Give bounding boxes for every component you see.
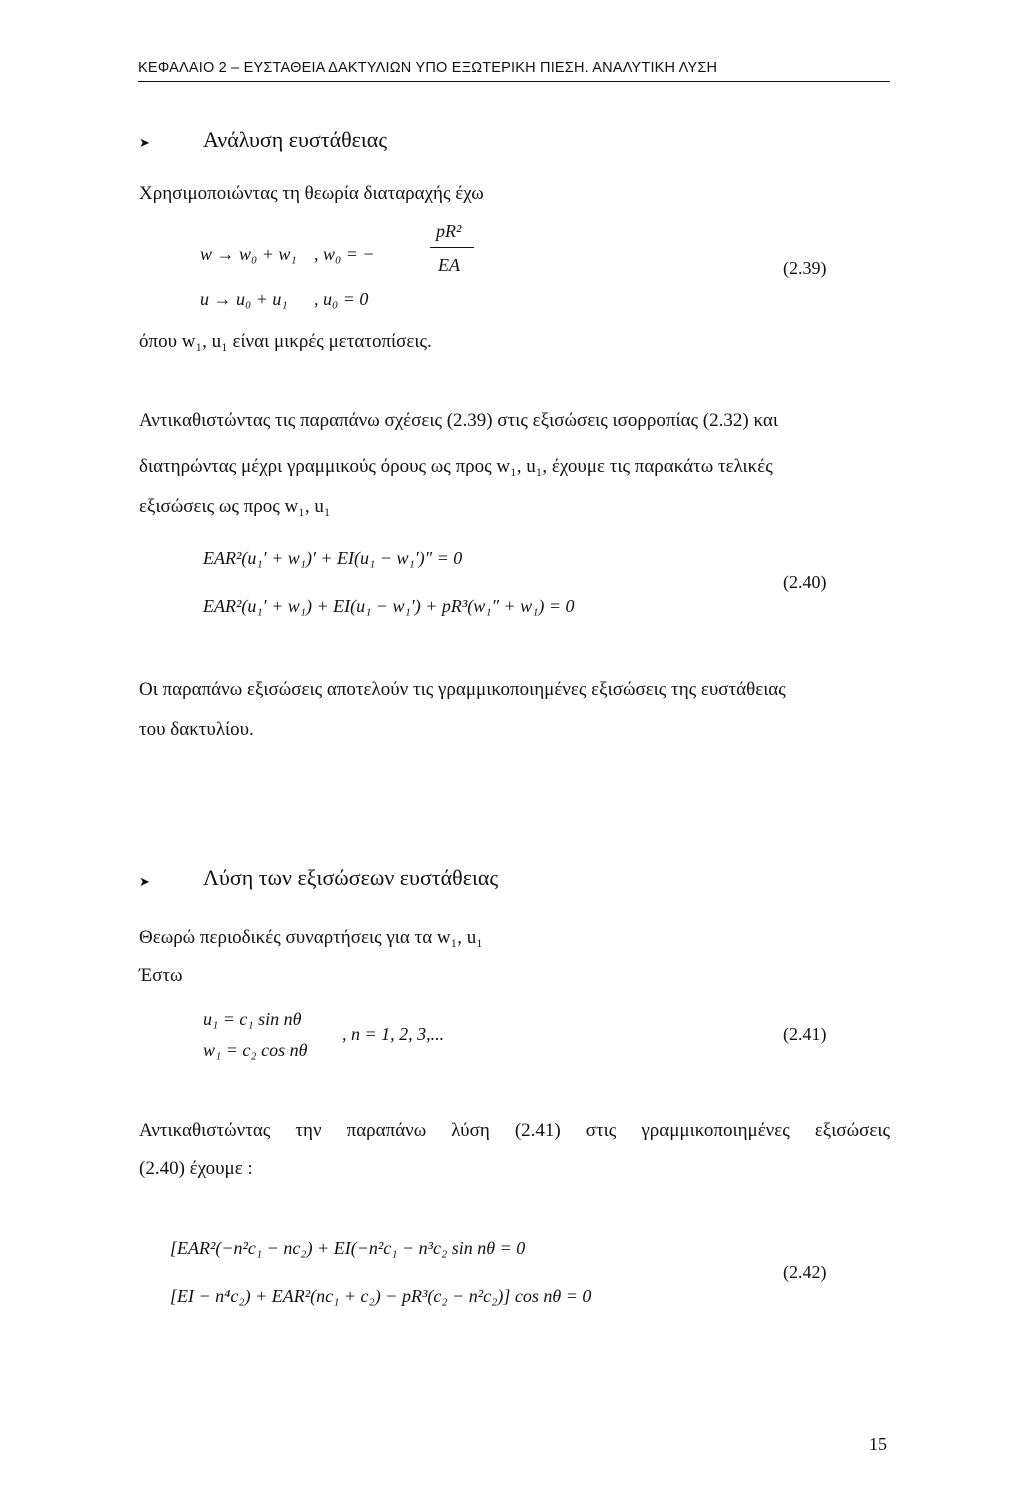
- where-small-displacements: όπου w₁, u₁ είναι μικρές μετατοπίσεις.: [139, 331, 432, 352]
- para-substitution-line3: εξισώσεις ως προς w₁, u₁: [139, 496, 331, 517]
- eq241-range: , n = 1, 2, 3,...: [342, 1024, 445, 1044]
- para-substitution-line2: διατηρώντας μέχρι γραμμικούς όρους ως προς w₁, u₁, έχουμε τις παρακάτω τελικές: [139, 456, 773, 477]
- para-substitution-line1: Αντικαθιστώντας τις παραπάνω σχέσεις (2.39) στις εξισώσεις ισορροπίας (2.32) και: [139, 410, 778, 431]
- header-rule: [138, 81, 890, 82]
- eq239-line2-left: u → u₀ + u₁: [200, 289, 288, 309]
- eq239-line1-right: , w₀ = −: [314, 244, 375, 264]
- eq239-fraction-bar: [430, 247, 474, 248]
- eq242-number: (2.42): [783, 1262, 827, 1282]
- para-solution-line2: (2.40) έχουμε :: [139, 1158, 253, 1179]
- section-title-stability-analysis: Ανάλυση ευστάθειας: [203, 127, 388, 152]
- perturbation-intro: Χρησιμοποιώντας τη θεωρία διαταραχής έχω: [139, 183, 484, 204]
- eq241-number: (2.41): [783, 1024, 827, 1044]
- para-solution-line1: Αντικαθιστώντας την παραπάνω λύση (2.41) στις γραμμικοποιημένες εξισώσεις: [139, 1120, 890, 1141]
- eq239-frac-denominator: EA: [438, 255, 460, 275]
- conclusion-line1: Οι παραπάνω εξισώσεις αποτελούν τις γραμμικοποιημένες εξισώσεις της ευστάθειας: [139, 679, 786, 700]
- eq239-line1-left: w → w₀ + w₁: [200, 244, 297, 264]
- running-header: ΚΕΦΑΛΑΙΟ 2 – ΕΥΣΤΑΘΕΙΑ ΔΑΚΤΥΛΙΩΝ ΥΠΟ ΕΞΩΤΕΡΙΚΗ ΠΙΕΣΗ. ΑΝΑΛΥΤΙΚΗ ΛΥΣΗ: [138, 60, 718, 76]
- eq242-line1: [EAR²(−n²c₁ − nc₂) + EI(−n²c₁ − n³c₂ sin nθ = 0: [170, 1238, 526, 1258]
- periodic-functions-intro: Θεωρώ περιοδικές συναρτήσεις για τα w₁, u₁: [139, 927, 483, 948]
- eq239-number: (2.39): [783, 258, 827, 278]
- eq240-line2: EAR²(u₁′ + w₁) + EI(u₁ − w₁′) + pR³(w₁″ + w₁) = 0: [203, 596, 575, 616]
- eq241-line1: u₁ = c₁ sin nθ: [203, 1009, 302, 1029]
- eq239-frac-numerator: pR²: [436, 221, 462, 241]
- eq239-line2-right: , u₀ = 0: [314, 289, 369, 309]
- conclusion-line2: του δακτυλίου.: [139, 719, 254, 740]
- section-title-solution: Λύση των εξισώσεων ευστάθειας: [203, 865, 499, 890]
- page-number: 15: [869, 1434, 887, 1454]
- let-label: Έστω: [139, 965, 183, 986]
- eq240-number: (2.40): [783, 572, 827, 592]
- eq241-line2: w₁ = c₂ cos nθ: [203, 1040, 308, 1060]
- bullet-icon: ➤: [139, 136, 150, 151]
- bullet-icon: ➤: [139, 875, 150, 890]
- eq242-line2: [EI − n⁴c₂) + EAR²(nc₁ + c₂) − pR³(c₂ − n²c₂)] cos nθ = 0: [170, 1286, 592, 1306]
- eq240-line1: EAR²(u₁′ + w₁)′ + EI(u₁ − w₁′)″ = 0: [203, 548, 463, 568]
